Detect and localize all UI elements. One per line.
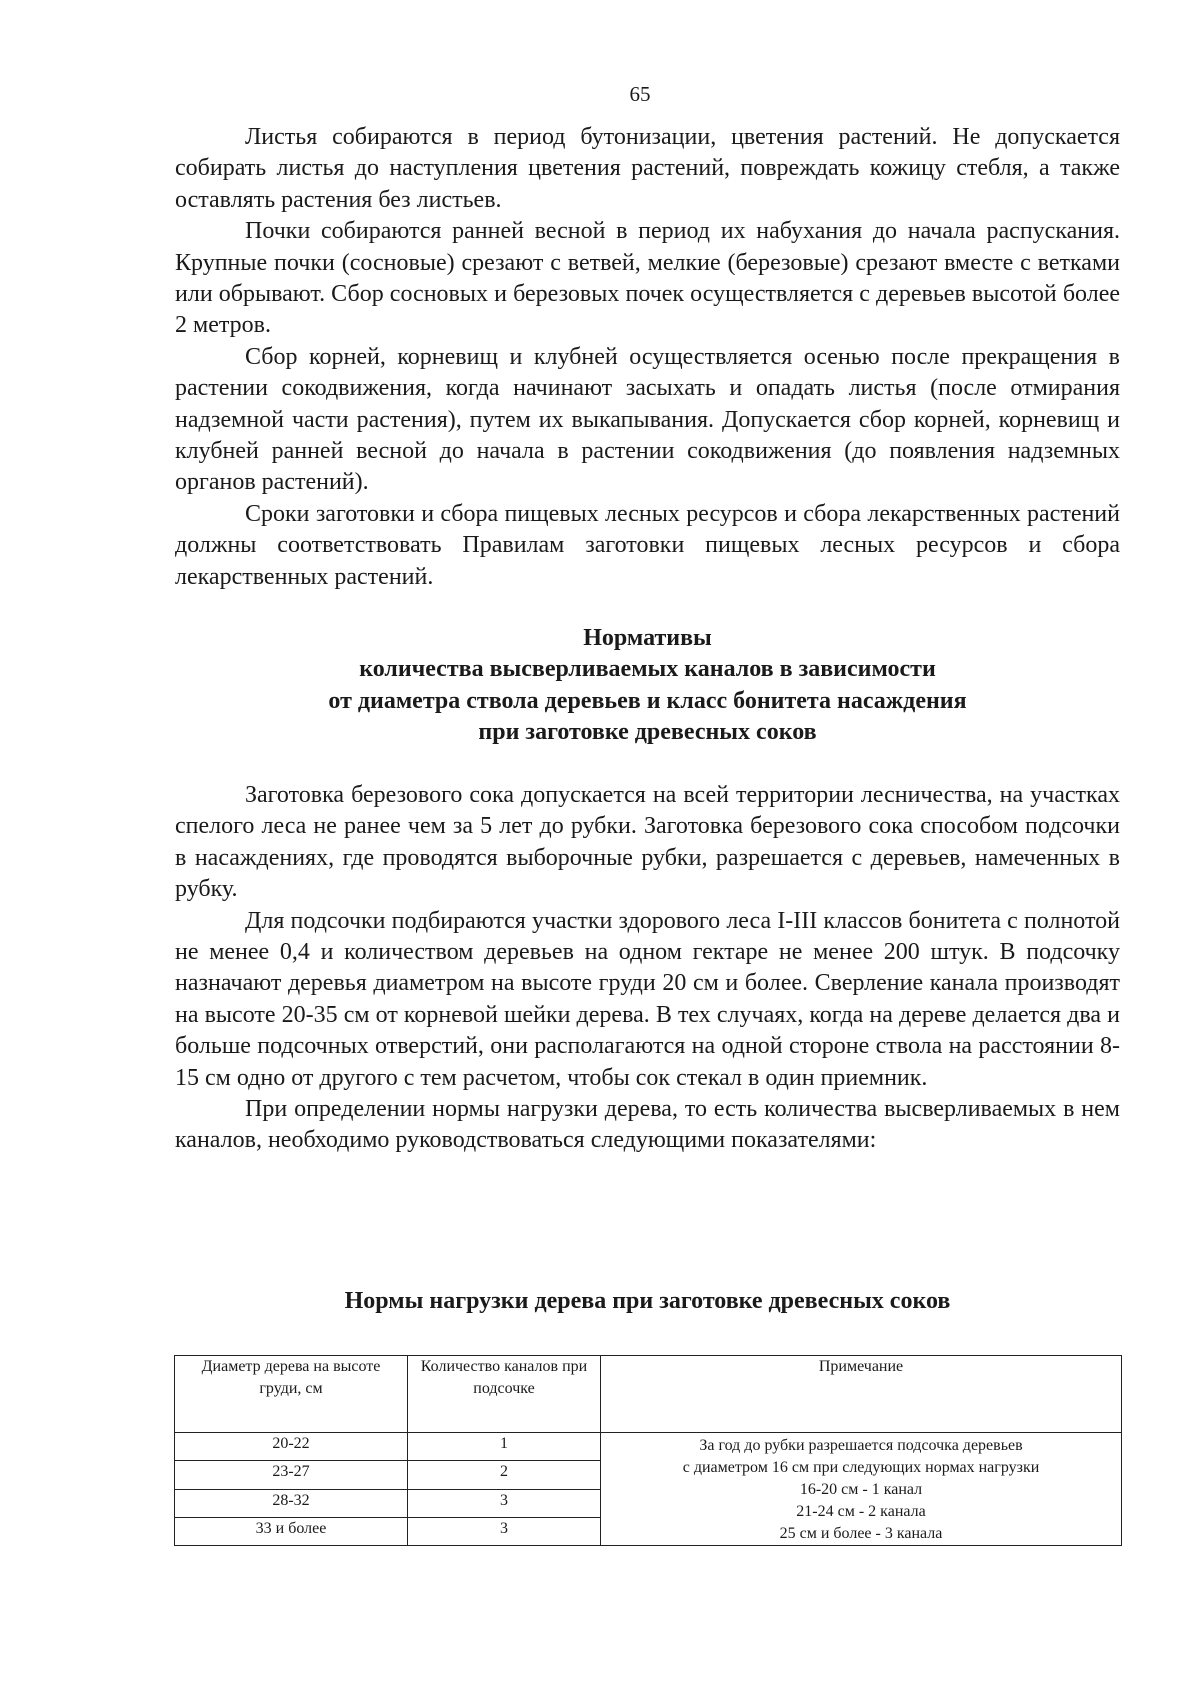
heading-line: количества высверливаемых каналов в зависимости — [359, 656, 936, 683]
table-header-row — [175, 1356, 1122, 1433]
load-norms-table — [174, 1355, 1122, 1546]
note-line: 25 см и более - 3 канала — [779, 1525, 943, 1542]
note-line: с диаметром 16 см при следующих нормах нагрузки — [682, 1459, 1040, 1476]
heading-line: от диаметра ствола деревьев и класс бонитета насаждения — [328, 687, 967, 714]
paragraph-roots: Сбор корней, корневищ и клубней осуществляется осенью после прекращения в растении сокодвижения, когда начинают засыхать и опадать листья (после отмирания надземной части растения), путем их выкапывания. Допускается сбор корней, корневищ и клубней ранней весной до начала в растении сокодвижения (до появления надземных органов растений). — [175, 343, 1120, 496]
section-sap-harvest — [175, 780, 1120, 1157]
paragraph-terms: Сроки заготовки и сбора пищевых лесных ресурсов и сбора лекарственных растений должны соответствовать Правилам заготовки пищевых лесных ресурсов и сбора лекарственных растений. — [175, 500, 1120, 590]
section-plant-collection — [175, 122, 1120, 593]
note-line: За год до рубки разрешается подсочка деревьев — [699, 1437, 1023, 1454]
note-line: 16-20 см - 1 канал — [799, 1481, 923, 1498]
cell-diameter: 33 и более — [175, 1517, 408, 1545]
paragraph-buds: Почки собираются ранней весной в период их набухания до начала распускания. Крупные почки (сосновые) срезают с ветвей, мелкие (березовые) срезают вместе с ветками или обрывают. Сбор сосновых и березовых почек осуществляется с деревьев высотой более 2 метров. — [175, 218, 1120, 339]
cell-diameter: 28-32 — [175, 1489, 408, 1517]
header-channels: Количество каналов при подсочке — [408, 1356, 601, 1433]
paragraph-tapping: Для подсочки подбираются участки здорового леса I-III классов бонитета с полнотой не менее 0,4 и количеством деревьев на одном гектаре не менее 200 штук. В подсочку назначают деревья диаметром на высоте груди 20 см и более. Сверление канала производят на высоте 20-35 см от корневой шейки дерева. В тех случаях, когда на дереве делается два и больше подсочных отверстий, они располагаются на одной стороне ствола на расстоянии 8-15 см одно от другого с тем расчетом, чтобы сок стекал в один приемник. — [175, 907, 1120, 1091]
cell-channels: 2 — [408, 1461, 601, 1489]
cell-channels: 1 — [408, 1433, 601, 1461]
heading-line: Нормативы — [583, 625, 712, 651]
page-number: 65 — [629, 82, 651, 106]
note-line: 21-24 см - 2 канала — [796, 1503, 926, 1520]
heading-line: при заготовке древесных соков — [478, 719, 817, 746]
header-note: Примечание — [601, 1356, 1122, 1433]
cell-diameter: 23-27 — [175, 1461, 408, 1489]
section-heading — [175, 623, 1120, 749]
header-diameter: Диаметр дерева на высоте груди, см — [175, 1356, 408, 1433]
cell-channels: 3 — [408, 1489, 601, 1517]
paragraph-load-norms: При определении нормы нагрузки дерева, то есть количества высверливаемых в нем каналов, необходимо руководствоваться следующими показателями: — [175, 1096, 1120, 1154]
paragraph-leaves: Листья собираются в период бутонизации, цветения растений. Не допускается собирать листья до наступления цветения растений, повреждать кожицу стебля, а также оставлять растения без листьев. — [175, 124, 1120, 213]
cell-channels: 3 — [408, 1517, 601, 1545]
cell-note — [601, 1433, 1122, 1546]
paragraph-birch-sap: Заготовка березового сока допускается на всей территории лесничества, на участках спелого леса не ранее чем за 5 лет до рубки. Заготовка березового сока способом подсочки в насаждениях, где проводятся выборочные рубки, разрешается с деревьев, намеченных в рубку. — [175, 782, 1120, 903]
cell-diameter: 20-22 — [175, 1433, 408, 1461]
table-row — [175, 1433, 1122, 1461]
table-title: Нормы нагрузки дерева при заготовке древесных соков — [344, 1288, 951, 1314]
